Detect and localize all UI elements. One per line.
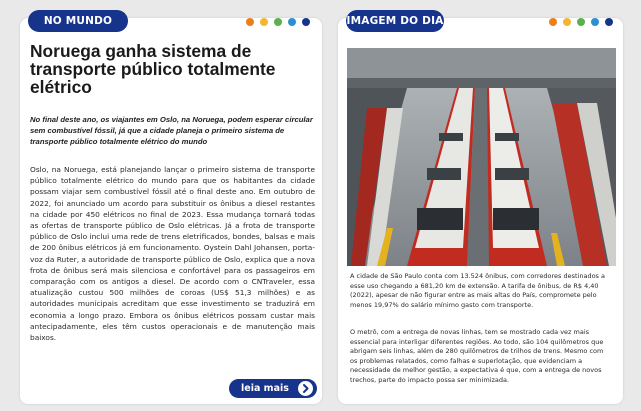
color-dots	[549, 18, 613, 26]
section-tag: NO MUNDO	[28, 10, 128, 32]
navy-dot-icon	[302, 18, 310, 26]
article-body: Oslo, na Noruega, está planejando lançar o primeiro sistema de transporte público totalmente elétrico do mundo para que os habitantes da cidade possam viajar sem combustível fóssil até o final deste ano. Em outubro de 2022, foi anunciado um acordo para substituir os ônibus a diesel restantes na cidade por 450 elétricos no final de 2023. Essa mudança tornará todas as ofertas de transporte público de Oslo elétricas. Já a frota de transporte público de Oslo inclui uma rede de trens eletrificados, bondes, balsas e mais de 200 ônibus elétricos já em funcionamento. Oystein Dahl Johansen, porta-voz da Ruter, a autoridade de transporte público de Oslo, explica que a nova frota de ônibus será mais silenciosa e confortável para os passageiros em comparação com os antigos a diesel. De acordo com o CNTraveler, essa atualização custou 500 milhões de coroas (US$ 51,3 milhões) e as autoridades municipais acreditam que esse investimento se traduzirá em economia a longo prazo. Embora os ônibus elétricos possam custar mais antecipadamente, eles têm custos operacionais e de manutenção mais baixos.	[30, 165, 315, 343]
photo-caption-detail: O metrô, com a entrega de novas linhas, tem se mostrado cada vez mais essencial para interligar diferentes regiões. Ao todo, são 104 quilômetros que abrigam seis linhas, além de 280 quilômetros de trilhos de trens. Mesmo com os problemas relatados, como falhas e superlotação, que evidenciam a necessidade de melhor gestão, a expectativa é que, com a entrega de novos trechos, parte do impacto possa ser minimizada.	[350, 328, 604, 384]
read-more-label: leia mais	[241, 383, 289, 394]
green-dot-icon	[274, 18, 282, 26]
bus-garage-photo	[347, 48, 616, 266]
yellow-dot-icon	[260, 18, 268, 26]
orange-dot-icon	[246, 18, 254, 26]
color-dots	[246, 18, 310, 26]
read-more-button[interactable]	[229, 379, 317, 398]
photo-caption: A cidade de São Paulo conta com 13.524 ônibus, com corredores destinados a esse uso chegando a 681,20 km de extensão. A tarifa de ônibus, de R$ 4,40 (2022), apesar de não figurar entre as mais altas do País, compromete pelo menos 19,97% do salário mínimo gasto com transporte.	[350, 272, 605, 309]
section-tag: IMAGEM DO DIA	[346, 10, 444, 32]
article-headline: Noruega ganha sistema de transporte público totalmente elétrico	[30, 41, 276, 97]
blue-dot-icon	[288, 18, 296, 26]
navy-dot-icon	[605, 18, 613, 26]
orange-dot-icon	[549, 18, 557, 26]
image-of-day-card	[338, 15, 623, 404]
blue-dot-icon	[591, 18, 599, 26]
green-dot-icon	[577, 18, 585, 26]
news-card	[20, 15, 322, 404]
yellow-dot-icon	[563, 18, 571, 26]
article-lead: No final deste ano, os viajantes em Oslo, na Noruega, podem esperar circular sem combustível fóssil, já que a cidade planeja o primeiro sistema de transporte público totalmente elétrico do mundo	[30, 115, 313, 146]
chevron-right-icon	[298, 381, 313, 396]
